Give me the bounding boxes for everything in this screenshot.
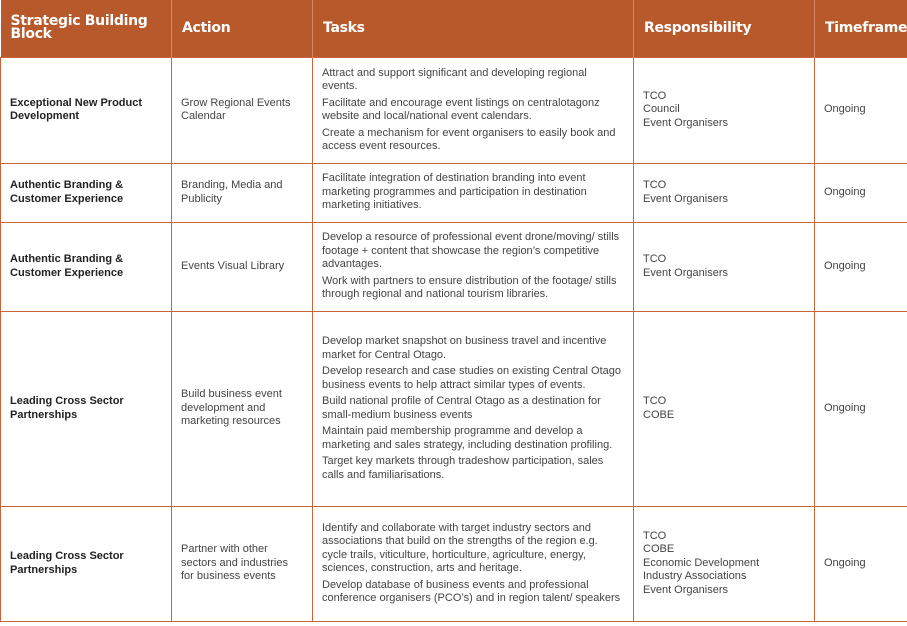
task-item: Attract and support significant and developing regional events. [322,66,587,92]
task-item: Develop market snapshot on business travel and incentive market for Central Otago. [322,335,607,361]
timeframe-cell: Ongoing [815,222,907,311]
responsibility-item: TCO [643,179,667,191]
table-row [1,506,907,621]
task-item: Facilitate integration of destination branding into event marketing programmes and participation in destination marketing initiatives. [322,172,587,212]
header-action: Action [172,0,313,57]
task-item: Target key markets through tradeshow participation, sales calls and familiarisations. [322,455,604,481]
timeframe-cell: Ongoing [815,311,907,506]
table-body [1,57,907,621]
responsibility-item: Council [643,103,680,116]
task-item: Develop database of business events and professional conference organisers (PCO’s) and in region talent/ speakers [322,578,621,604]
tasks-cell [313,222,634,311]
action-cell: Partner with other sectors and industries for business events [172,506,313,621]
task-item: Maintain paid membership programme and develop a marketing and sales strategy, including destination profiling. [322,425,613,451]
timeframe-cell: Ongoing [815,506,907,621]
task-item: Facilitate and encourage event listings on centralotagonz website and local/national event calendars. [322,96,600,122]
responsibility-cell [634,163,815,222]
header-strategic-building-block: Strategic Building Block [1,0,172,57]
action-cell: Grow Regional Events Calendar [172,57,313,163]
table-header [1,0,907,57]
action-cell: Branding, Media and Publicity [172,163,313,222]
header-responsibility: Responsibility [634,0,815,57]
responsibility-item: Event Organisers [643,116,728,129]
task-item: Develop a resource of professional event drone/moving/ stills footage + content that showcase the region’s competitive advantages. [322,231,620,271]
task-item: Develop research and case studies on existing Central Otago business events to help attract similar types of events. [322,365,622,391]
tasks-cell [313,311,634,506]
block-cell: Authentic Branding & Customer Experience [1,163,172,222]
tasks-cell [313,163,634,222]
table-row [1,222,907,311]
responsibility-item: TCO [643,253,667,265]
block-cell: Authentic Branding & Customer Experience [1,222,172,311]
action-cell: Build business event development and marketing resources [172,311,313,506]
task-item: Create a mechanism for event organisers to easily book and access event resources. [322,126,616,152]
responsibility-item: TCO [643,89,667,102]
block-cell: Leading Cross Sector Partnerships [1,311,172,506]
responsibility-item: COBE [643,408,675,421]
responsibility-cell [634,506,815,621]
block-cell: Exceptional New Product Development [1,57,172,163]
header-tasks: Tasks [313,0,634,57]
responsibility-cell [634,57,815,163]
tasks-cell [313,57,634,163]
responsibility-item: Economic Development [643,556,760,569]
action-cell: Events Visual Library [172,222,313,311]
timeframe-cell: Ongoing [815,57,907,163]
table-row [1,57,907,163]
tasks-cell [313,506,634,621]
responsibility-item: COBE [643,543,675,556]
table-row [1,311,907,506]
table-row [1,163,907,222]
responsibility-item: Event Organisers [643,192,728,205]
header-timeframe: Timeframe [815,0,907,57]
responsibility-item: TCO [643,395,667,407]
responsibility-item: TCO [643,529,667,542]
task-item: Build national profile of Central Otago as a destination for small-medium business events [322,395,601,421]
responsibility-item: Event Organisers [643,266,728,279]
responsibility-cell [634,222,815,311]
responsibility-item: Industry Associations [643,570,747,583]
timeframe-cell: Ongoing [815,163,907,222]
responsibility-item: Event Organisers [643,583,728,596]
task-item: Identify and collaborate with target industry sectors and associations that build on the strengths of the region e.g. cycle trails, viticulture, horticulture, agriculture, energy, sciences, construction, arts and heritage. [322,521,598,574]
header-row [1,0,907,57]
responsibility-cell [634,311,815,506]
task-item: Work with partners to ensure distribution of the footage/ stills through regional and national tourism libraries. [322,274,617,301]
block-cell: Leading Cross Sector Partnerships [1,506,172,621]
